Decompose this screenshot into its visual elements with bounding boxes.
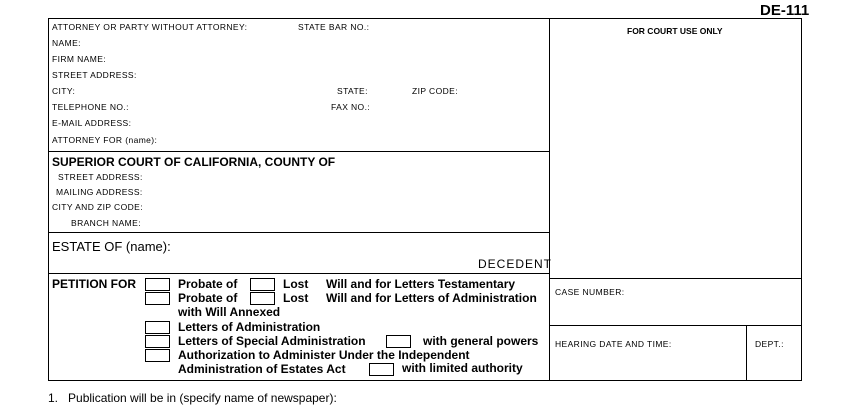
dept-box[interactable] [746,325,802,381]
limited-authority-label: with limited authority [402,361,523,375]
letters-admin-checkbox[interactable] [145,321,170,334]
lost-checkbox-1[interactable] [250,278,275,291]
case-number-box[interactable] [549,278,802,326]
item-1-publication: 1. Publication will be in (specify name of newspaper): [48,391,337,405]
letters-special-checkbox[interactable] [145,335,170,348]
court-title: SUPERIOR COURT OF CALIFORNIA, COUNTY OF [52,155,336,169]
letters-admin-label: Letters of Administration [178,320,321,334]
probate-of-label-1: Probate of [178,277,238,291]
court-use-box[interactable] [549,18,802,279]
attorney-section [48,18,550,152]
attorney-for-label: ATTORNEY FOR (name): [52,135,158,145]
probate-checkbox-1[interactable] [145,278,170,291]
decedent-label: DECEDENT [478,257,553,271]
email-label: E-MAIL ADDRESS: [52,118,132,128]
case-number-label: CASE NUMBER: [555,287,625,297]
state-label: STATE: [337,86,368,96]
hearing-date-box[interactable] [549,325,747,381]
general-powers-checkbox[interactable] [386,335,411,348]
lost-label-1: Lost [283,277,309,291]
petition-for-label: PETITION FOR [52,277,136,291]
city-label: CITY: [52,86,76,96]
authorization-label-1: Authorization to Administer Under the Independent [178,348,470,362]
court-branch-label: BRANCH NAME: [71,218,141,228]
hearing-date-label: HEARING DATE AND TIME: [555,339,672,349]
attorney-or-party-label: ATTORNEY OR PARTY WITHOUT ATTORNEY: [52,22,248,32]
telephone-label: TELEPHONE NO.: [52,102,129,112]
probate-of-label-2: Probate of [178,291,238,305]
authorization-checkbox[interactable] [145,349,170,362]
state-bar-label: STATE BAR NO.: [298,22,370,32]
name-label: NAME: [52,38,81,48]
letters-special-label: Letters of Special Administration [178,334,366,348]
with-will-annexed-label: with Will Annexed [178,305,281,319]
limited-authority-checkbox[interactable] [369,363,394,376]
dept-label: DEPT.: [755,339,784,349]
firm-name-label: FIRM NAME: [52,54,107,64]
lost-checkbox-2[interactable] [250,292,275,305]
form-number: DE-111 [760,2,810,19]
court-city-zip-label: CITY AND ZIP CODE: [52,202,143,212]
court-use-only-label: FOR COURT USE ONLY [627,26,723,36]
lost-label-2: Lost [283,291,309,305]
street-address-label: STREET ADDRESS: [52,70,137,80]
will-administration-label: Will and for Letters of Administration [326,291,537,305]
zip-label: ZIP CODE: [412,86,458,96]
estate-of-label: ESTATE OF (name): [52,239,171,254]
court-mailing-label: MAILING ADDRESS: [56,187,143,197]
general-powers-label: with general powers [423,334,539,348]
will-testamentary-label: Will and for Letters Testamentary [326,277,516,291]
authorization-label-2: Administration of Estates Act [178,362,346,376]
fax-label: FAX NO.: [331,102,371,112]
court-street-label: STREET ADDRESS: [58,172,143,182]
probate-checkbox-2[interactable] [145,292,170,305]
